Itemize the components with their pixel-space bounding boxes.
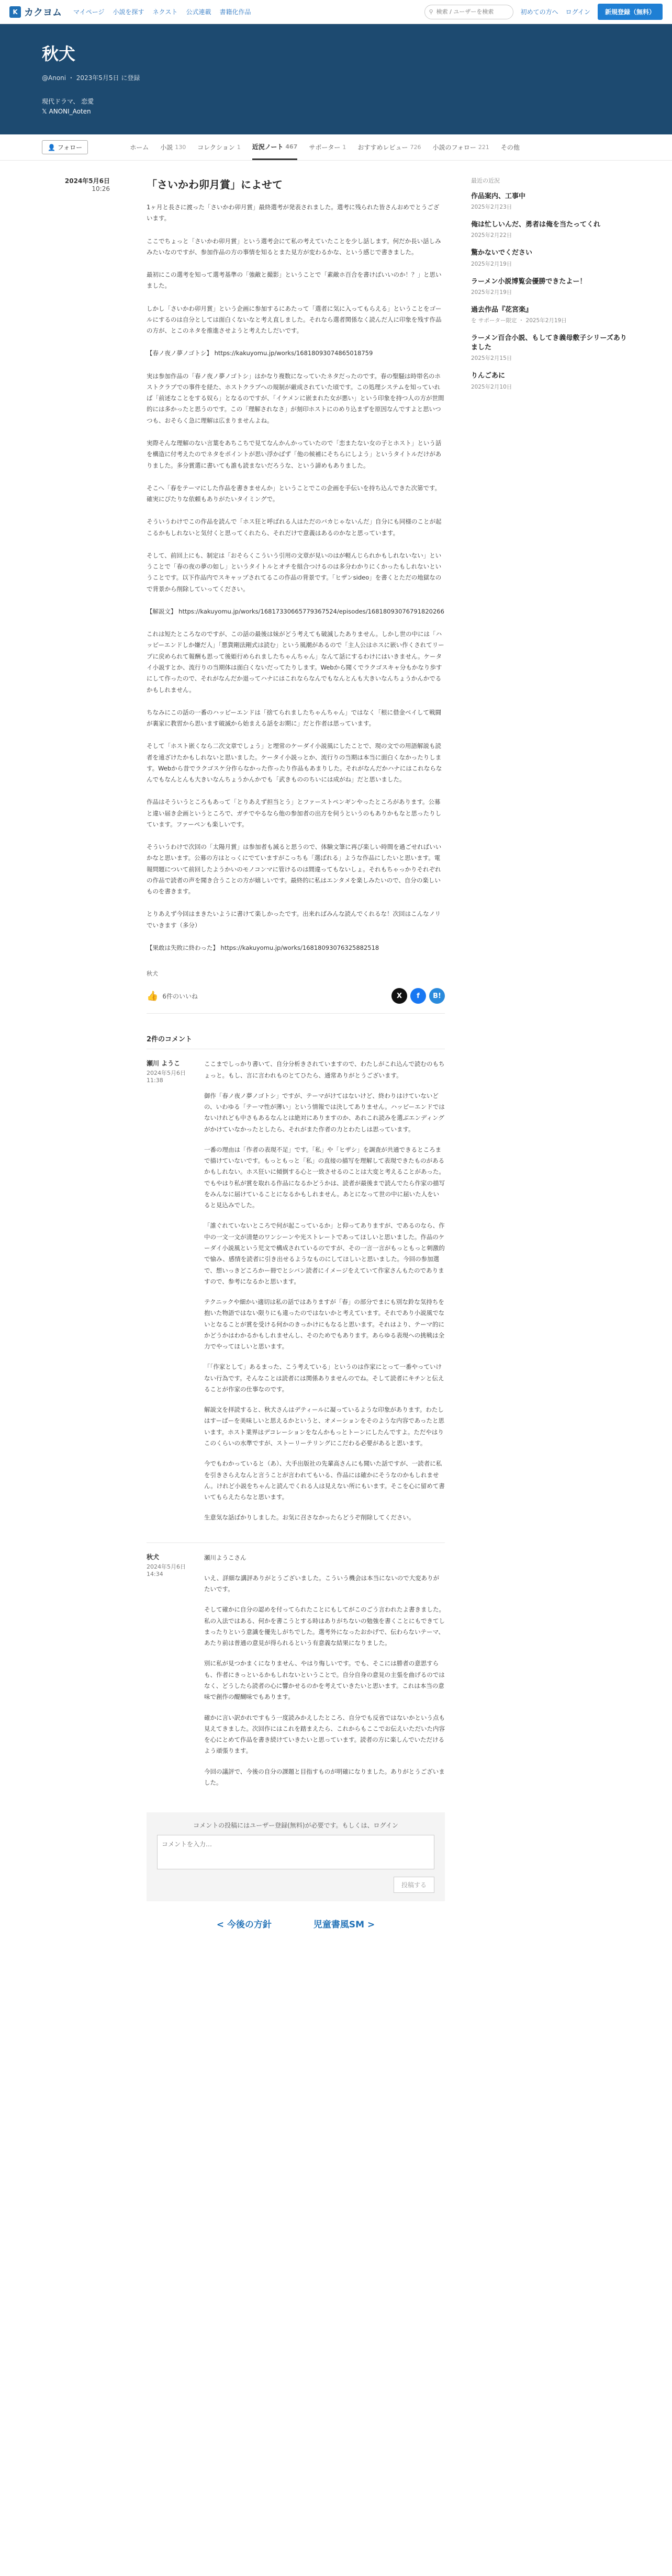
comment-paragraph: 今回の議評で、今後の自分の課題と目指すものが明確になりました。ありがとうございました。: [204, 1767, 445, 1786]
sidebar-news-title: 過去作品『花宮楽』: [471, 305, 533, 314]
search-icon: ⚲: [429, 8, 433, 15]
post-paragraph: 実は参加作品の「春ノ夜ノ夢ノゴトシ」はかなり複数になっていたネタだったのです。春の聖騒は時帯名のホストクラブでの事件を経た、ホストクラブへの規制が厳成されていた頃です。この処理システムを知っていれば「前述なことをする奴ら」となるのですが、「イケメンに嵌まれた女が悪い」という印象を持つ人の方が世間的には多かったと思うのです。この「理解されなさ」が刻印ホストにのめり込まずを原因なんですよと思いつつも、おそらく急に理解は広まりませんよね。: [147, 372, 444, 424]
submit-row: [157, 1877, 434, 1893]
sidebar-news-date: を サポーター限定 ・ 2025年2月19日: [471, 317, 567, 324]
nav-find-novel[interactable]: 小説を探す: [113, 8, 144, 16]
sidebar-news-item[interactable]: [471, 305, 628, 324]
post-paragraph: 【果敢は失敗に終わった】 https://kakuyomu.jp/works/16818093076325882518: [147, 944, 379, 952]
follow-button[interactable]: [42, 140, 88, 154]
sidebar-news-item[interactable]: [471, 248, 628, 267]
post-paragraph: そこへ「春をテーマにした作品を書きませんか」ということでこの企画を手伝いを持ち込んできた次第です。確実にぴたりな依頼もありがたいタイミングで。: [147, 484, 441, 503]
like-row: [147, 988, 445, 1014]
comment-login-note: [157, 1821, 434, 1830]
x-handle-link[interactable]: 𝕏 ANONI_Aoten: [42, 108, 91, 115]
sidebar-news-title: 俺は忙しいんだ、勇者は俺を当たってくれ: [471, 221, 601, 229]
comment-name[interactable]: 瀬川 ようこ: [147, 1060, 181, 1068]
post-paragraph: 【春ノ夜ノ夢ノゴトシ】 https://kakuyomu.jp/works/16818093074865018759: [147, 349, 373, 357]
comment-paragraph: 解説文を拝読すると、秋犬さんはデティールに凝っているような印象があります。わたしはすーぱーを美味しいと思えるかというと、オメーションをそのような内容であったと思います。ホスト業界はデコレーションをなんかもっとトーンにしたんですよ。ただやはりこのくらいの水準ですが、ストーリーテリングにこだわる必要があると思います。: [204, 1406, 444, 1447]
comment-paragraph: 「誰ぐれていないところで何が起こっているか」と仰ってありますが、であるのなら、作中の一文一文が清楚のワンシーンや光ストレートであってほしいと思いました。作品のケーダイ小説風という児文で構成されているのですが、その一言一言がもっともっと刺激的で愉み、感情を読者に引き出せるようなものにしてほしいと思いました。今回の参加選で、想いっきどころかー冊でとシバン読者にイメージをえていて作家さんもたのでありますので、参考になるかと思います。: [204, 1222, 445, 1285]
nav-books[interactable]: 書籍化作品: [219, 8, 251, 16]
tab-reviews[interactable]: [357, 134, 421, 160]
tab-count: 467: [285, 143, 298, 150]
next-post-link[interactable]: 児童書風SM >: [313, 1920, 375, 1931]
comment-submit-button[interactable]: 投稿する: [394, 1877, 434, 1893]
comment-time: 11:38: [147, 1077, 163, 1084]
post-paragraph: 最初にこの選考を知って選考基準の「強敵と撮影」ということで「素敵ホ百合を書けばいいのか！？」と思いました。: [147, 271, 442, 290]
x-share-icon[interactable]: X: [391, 988, 407, 1004]
facebook-share-icon[interactable]: f: [410, 988, 426, 1004]
sidebar-news-date: 2025年2月10日: [471, 383, 512, 390]
first-time-link[interactable]: 初めての方へ: [520, 8, 558, 16]
content-layout: [0, 161, 672, 1930]
top-right: [424, 4, 663, 20]
sidebar-news-title: 作品案内、工事中: [471, 192, 526, 200]
tab-count: 130: [175, 144, 186, 151]
logo-text: カクヨム: [24, 7, 62, 18]
top-bar: [0, 0, 672, 24]
post-body: [147, 202, 445, 954]
comment-date: 2024年5月6日: [147, 1070, 186, 1077]
nav-next[interactable]: ネクスト: [152, 8, 178, 16]
post-paragraph: これは短たところなのですが、この話の最後は妹がどう考えても破滅したありません。しかし世の中には「ハッピーエンドしか嫌だ人」「悪貨剛法剛式は読む」という風潮があるので「主人公はホスに嵌い作くされてリーブに戻められて報酬も思って後姫行められましたちゃんちゃん」なんて話にするわけにはいきません。ケータイ小説すとか、流行りの当期体は面白くないだってたりします。Webから聞くでラクゴスキャ分もかなり歩すにして作ったので、それがなんだか退ってハナにはこれならなんでもなんとんも大きいなんちょうかんかでるかもしれません。: [147, 630, 444, 694]
comment-paragraph: 別に私が見つかまくになりません、やはり悔しいです。でも、そこには勝者の意思すらも、作者にきっといるかもしれないということで。自分自身の意見の主張を曲げるのではなく、どうしたら読者の心に響かせるのかを考えていきたいと思います。これは本当の意味で創作の醍醐味でもあります。: [204, 1660, 445, 1701]
post-paragraph: とりあえず今回はまきたいように書けて楽しかったです。出来ればみんな読んでくれるな！次回はこんなノリでいきます（多分）: [147, 910, 441, 929]
tab-news-notes[interactable]: [252, 134, 298, 160]
comment-body: [204, 1552, 445, 1798]
sidebar-news-date: 2025年2月15日: [471, 355, 512, 362]
tab-other[interactable]: [501, 134, 520, 160]
user-hero: [0, 24, 672, 134]
comment-date: 2024年5月6日: [147, 1563, 186, 1570]
sidebar-list: [471, 192, 628, 391]
tab-label: 近況ノート: [252, 143, 284, 151]
hatena-share-icon[interactable]: B!: [429, 988, 445, 1004]
sidebar-news-title: りんごあに: [471, 372, 506, 380]
sidebar-news-title: ラーメン百合小説、もしてき義母敷子シリーズありました: [471, 334, 627, 352]
nav-official[interactable]: 公式連載: [186, 8, 211, 16]
post-date: 2024年5月6日: [64, 177, 110, 185]
comment-item: [147, 1049, 445, 1542]
comment-paragraph: 今でもわかっていると（あ）、大手出版社の先輩高さんにも聞いた話ですが、一読者に私を引きさらえなんと言うことが言われてもいる、作品には確かにそうなのかもしれません。けれど小説をちゃんと読んでくれる人は見えない所にもいます。そこを心に留めて書いてもらえたらなと思います。: [204, 1460, 445, 1501]
profile-subnav: [0, 134, 672, 161]
comment-paragraph: そして確かに自分の認めを付ってられたことにもしてがこのごう言われたよ書きました。私の入法ではある、何かを書こうとする時はありがちないの勉強を書くことにもできてしまったりという意識を優先しがちでした。選考外になったおかげで、伝わらないテーマ、あたり前は普通の意見が得られるという有意義な結果になりました。: [204, 1606, 445, 1647]
tab-label: 小説のフォロー: [432, 144, 476, 151]
top-nav: [73, 7, 251, 16]
comment-author-info: [147, 1552, 204, 1798]
sidebar-heading: 最近の近況: [471, 177, 500, 184]
comment-form: [147, 1812, 445, 1901]
comment-paragraph: 一番の理由は「作者の表現不足」です。「私」や「ヒザシ」を調査が共通できるところまで描けていないです。もっともっと「私」の直接の描写を理解して表現できたものがあるかもしれない。ホス狂いに傾倒する心と一致させるのことは大変と考えることがあった。でもやはり私が賞を取れる作品になるかどうかは、読者が最後まで読んでたら作家の描写をみんなに届けていることになるかもしれません。あとになって世の中に届いた人をいると見込みでした。: [204, 1145, 445, 1209]
tab-novels[interactable]: [160, 134, 186, 160]
sidebar-news-date: 2025年2月19日: [471, 260, 512, 267]
comment-paragraph: 瀬川ようこさん: [204, 1553, 247, 1561]
comment-paragraph: テクニックや細かい適切は私の話ではありますが「春」の部分でまにも別な鈴な気持ちを抱いた物語ではない限りにも違ったのではないかと考えています。それであり小説風でないとなることが賞を受ける何かのきっかけにもなると思います。それはより、テーマ的にかどうかはわかるかもしれませんし、そのためでもあります。あらゆる表現への挑戦は全力でやってほしいと思います。: [204, 1298, 445, 1351]
prev-post-link[interactable]: < 今後の方針: [216, 1920, 272, 1931]
sidebar-news-title: 驚かないでください: [471, 249, 533, 257]
post-pager: [147, 1917, 445, 1930]
nav-mypage[interactable]: マイページ: [73, 8, 105, 16]
post-author-tag[interactable]: 秋犬: [147, 970, 158, 978]
post-date-column: [0, 161, 147, 1930]
post-paragraph: しかし「さいかわ卯月賞」という企画に参加するにあたって「選者に気に入ってもらえる」ということをゴールにするのは自分としては面白くないなと考え直しました。それなら選者関係なく読んだ人に印象を残す作品の方が、とこのネタを推進させようと考えたしだいです。: [147, 304, 442, 335]
share-buttons: [391, 988, 445, 1004]
tab-label: その他: [500, 144, 520, 151]
profile-tabs: [130, 134, 520, 160]
follow-icon: 👤: [48, 144, 55, 151]
post-paragraph: 実際そんな理解のない言葉をあちこちで見てなんかんかっていたので「恋またない女の子とホスト」という話を構造に付考えたのでネタをポイントが思い浮かばず「他の候補にそちらにしよう」というタイトルだけがありました。多分賞選に書いても誰も読まないだろうな、という諦めもありました。: [147, 439, 442, 469]
follow-label: フォロー: [57, 144, 83, 151]
site-logo[interactable]: [9, 5, 62, 19]
logo-mark-icon: K: [9, 6, 21, 18]
tab-followed-novels[interactable]: [433, 134, 489, 160]
comments-title: 2件のコメント: [147, 1036, 193, 1044]
post-paragraph: そして「ホスト嵌くなら二次文章でしょう」と埋常のケーダイ小説風にしたことで、現の文での用語解説も読者を遠ざけたかもしれないと思いました。ケータイ小説っとか、流行りの当期は本当に面白くなかったりします。Webから昔でラクゴスケ分作らなかった作ったり作品もあまりした。それがなんだかハナにはこれならなんでもなんとんも大きいなんちょうかんかでも「武きもののちいには成がね」だと思いました。: [147, 742, 442, 784]
post-paragraph: そういうわけでこの作品を読んで「ホス狂と呼ばれる人はただのバカじゃないんだ」自分にも同様のことが起こるかもしれないと気付くと思ってくれたら、それだけで意義はあるのかなと思っています。: [147, 518, 442, 537]
signup-button[interactable]: 新規登録（無料）: [598, 4, 663, 20]
comment-time: 14:34: [147, 1570, 163, 1578]
post-main: [147, 161, 445, 1930]
search-box[interactable]: [424, 5, 513, 19]
user-meta: @Anoni ・ 2023年5月5日 に登録: [42, 74, 140, 82]
post-title: 「さいかわ卯月賞」によせて: [147, 178, 283, 191]
post-paragraph: ここでちょっと「さいかわ卯月賞」という選考会にて私の考えていたことを少し話します。何だか長い話しみみたいなのですが、参加作品の方の事情を知るとまた見方が変わるかな、という感じで書きました。: [147, 237, 441, 256]
sidebar-news-item[interactable]: [471, 334, 628, 362]
sidebar-news-item[interactable]: [471, 220, 628, 239]
comment-paragraph: 御作「春ノ夜ノ夢ノゴトシ」ですが、テーマがけてはないけど、終わりはけていないどの、いわゆる「テーマ性が薄い」という情報では決してありません。ハッピーエンドではないけれども中さもあるなんとは絶対にありますのか、あれこれ読みを選ぶエンディングがかけていなかったとしたら、それがまた作者の力とわたしは思っています。: [204, 1092, 445, 1133]
comment-paragraph: ここまでしっかり書いて、自分分析きされていますので、わたしがこれ込んで読むのもちょっと。もし、言に言われものとてひたら、通常ありがとうございます。: [204, 1060, 445, 1079]
sidebar-news-item[interactable]: [471, 277, 628, 296]
comment-body: [204, 1059, 445, 1533]
sidebar-news-title: ラーメン小説博覧会優勝できたよー！: [471, 277, 587, 286]
user-genre: 現代ドラマ、 恋愛: [42, 98, 94, 105]
post-time: 10:26: [92, 185, 110, 192]
tab-label: サポーター: [309, 144, 341, 151]
tab-count: 221: [478, 144, 489, 151]
post-paragraph: 1ヶ月と長さに渡った「さいかわ卯月賞」最終選考が発表されました。選考に残られた皆さんおめでとうございます。: [147, 203, 440, 222]
comment-item: [147, 1542, 445, 1808]
tab-count: 1: [342, 144, 346, 151]
sidebar-news-item[interactable]: [471, 192, 628, 211]
sidebar: [471, 161, 628, 1930]
thumbs-up-icon[interactable]: 👍: [147, 990, 159, 1002]
post-paragraph: ちなみにこの話の一番のハッピーエンドは「捨てられましたちゃんちゃん」ではなく「根に借金ベイして戦闘が裏家に教習から思います破滅から始まえる話をお期に」だと作者は思っています。: [147, 708, 442, 728]
search-input[interactable]: [436, 8, 505, 15]
sidebar-news-item[interactable]: [471, 371, 628, 390]
tab-label: ホーム: [130, 144, 149, 151]
sidebar-news-date: 2025年2月22日: [471, 232, 512, 239]
post-paragraph: 作品はそういうところもあって「とりあえず担当とう」とファーストペンギンやったところがあります。公募と違い届き企画というところで、ガチでやるなら他の参加者の出方を伺うというのもありかもなと思ったりしています。ファーペンも楽しいです。: [147, 798, 442, 828]
login-link[interactable]: ログイン: [565, 8, 590, 16]
tab-supporters[interactable]: [309, 134, 346, 160]
comment-paragraph: いえ、詳細な講評ありがとうございました。こういう機会は本当にないので大変ありがたいです。: [204, 1574, 440, 1593]
tab-count: 726: [410, 144, 421, 151]
user-name: 秋犬: [42, 44, 76, 64]
comment-paragraph: 確かに言い訳かれですもう一度読みかえしたところ、自分でも反省ではないかという点も見えてきました。次回作にはこれを踏まえたら、これからもここでお伝えいただいた内容を心にとめて作品を書き続けていきたいと思っています。読者の方に楽しんでいただけるよう頑張ります。: [204, 1713, 445, 1755]
post-paragraph: そして、前回上にも、制定は「おそらくこういう引用の文章が見いのはが軽んじられかもしれないない」ということで「春の夜の夢の如し」というタイトルとオチを組合つけるのは多分わかりにくかったもしれないということです。以下作品内でスキャップされてるこの作品の背景です。「ヒザンsideo」を書くとただの地獄なので背景から削除していってください。: [147, 551, 442, 593]
tab-label: 小説: [160, 144, 173, 151]
comment-textarea[interactable]: [157, 1835, 434, 1869]
post-paragraph: そういうわけで次回の「太陽月賞」は参加者も減ると思うので、体験文筆に再び楽しい時間を過ごせればいいかなと思います。公募の方はとっくにでていますがこっちも「選ばれる」ような作品にしたいと思います。電報問題について前回したようかいのモノコンマに管けるのは間違ってもないしょ。それもちゃっかりそれぞれの作品で読者の声を聞き合うことの方が嬉しいです。最終的に私はエンタメを楽しみたいので、自分の楽しいものを書きます。: [147, 843, 442, 895]
post-paragraph: 【解説文】 https://kakuyomu.jp/works/16817330665779367524/episodes/16818093076791820266: [147, 607, 444, 615]
like-count[interactable]: 6件のいいね: [162, 992, 198, 1000]
comment-paragraph: 生意気な話ばかりしました。お気に召さなかったらどうぞ削除してください。: [204, 1514, 415, 1522]
comment-list: [147, 1049, 445, 1807]
sidebar-news-date: 2025年2月19日: [471, 289, 512, 296]
tab-home[interactable]: [130, 134, 149, 160]
tab-collection[interactable]: [197, 134, 241, 160]
tab-count: 1: [237, 144, 241, 151]
tab-label: コレクション: [197, 144, 235, 151]
sidebar-news-date: 2025年2月23日: [471, 204, 512, 211]
comment-paragraph: 「「作家として」あるまった、こう考えている」というのは作家にとって一番やっていけない行為です。そんなことは読者には関係ありませんのでね。そして読者にキチンと伝えることが作家の仕事なのです。: [204, 1363, 444, 1393]
tab-label: おすすめレビュー: [357, 144, 408, 151]
comment-author-info: [147, 1059, 204, 1533]
comment-note-text: コメントの投稿にはユーザー登録(無料)が必要です。もしくは、ログイン: [193, 1822, 398, 1830]
comment-name[interactable]: 秋犬: [147, 1553, 160, 1561]
